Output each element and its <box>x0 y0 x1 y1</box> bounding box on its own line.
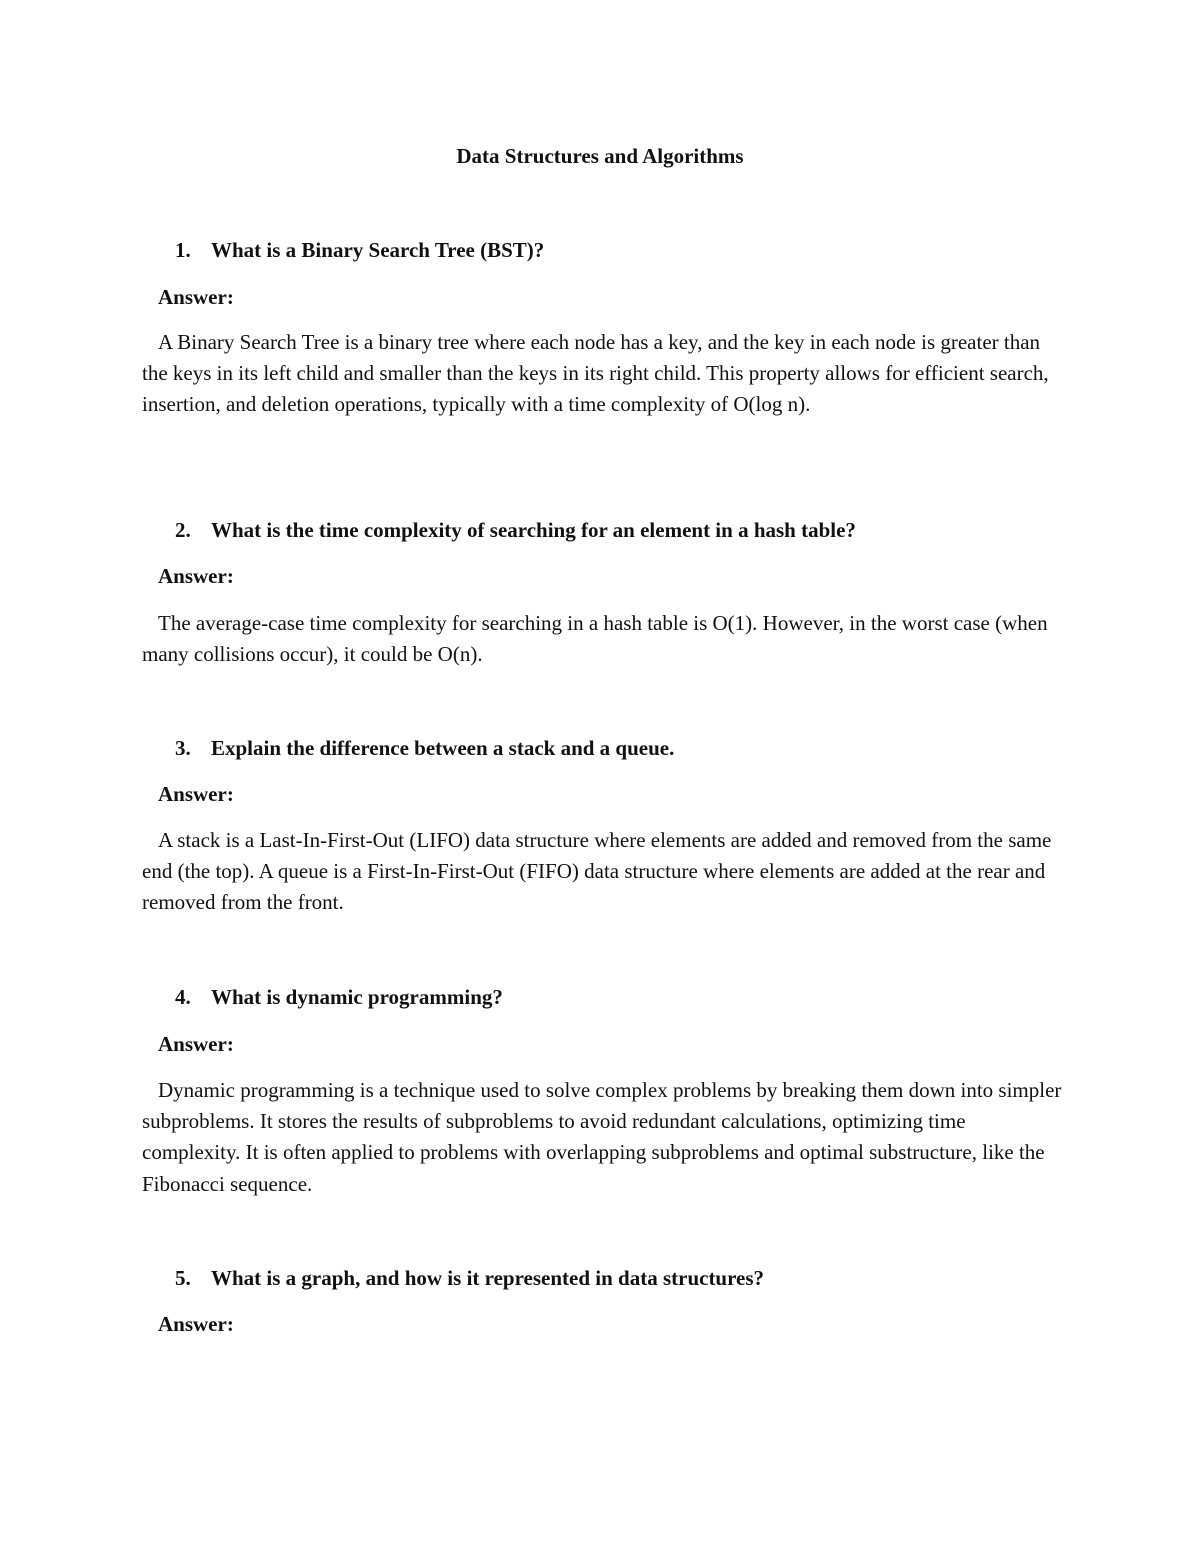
answer-1-text: A Binary Search Tree is a binary tree where each node has a key, and the key in each node is greater than the keys in its left child and smaller than the keys in its right child. This property allows for efficient search, insertion, and deletion operations, typically with a time complexity of O(log n). <box>142 330 1049 417</box>
answer-2-text: The average-case time complexity for searching in a hash table is O(1). However, in the worst case (when many collisions occur), it could be O(n). <box>142 611 1048 667</box>
question-5-heading <box>175 1262 764 1294</box>
question-text: Explain the difference between a stack and a queue. <box>211 736 675 760</box>
question-number: 4. <box>175 985 191 1009</box>
question-4-heading <box>175 981 503 1013</box>
question-2-heading <box>175 514 856 546</box>
question-text: What is the time complexity of searching for an element in a hash table? <box>211 518 856 542</box>
answer-label: Answer: <box>158 285 234 309</box>
answer-label: Answer: <box>158 782 234 806</box>
answer-4-text: Dynamic programming is a technique used to solve complex problems by breaking them down into simpler subproblems. It stores the results of subproblems to avoid redundant calculations, optimizing time complexity. It is often applied to problems with overlapping subproblems and optimal substructure, like the Fibonacci sequence. <box>142 1078 1062 1196</box>
answer-label: Answer: <box>158 1312 234 1336</box>
answer-3-text: A stack is a Last-In-First-Out (LIFO) data structure where elements are added and removed from the same end (the top). A queue is a First-In-First-Out (FIFO) data structure where elements are added at the rear and removed from the front. <box>142 828 1052 915</box>
question-number: 1. <box>175 238 191 262</box>
document-title: Data Structures and Algorithms <box>456 144 744 168</box>
question-3-heading <box>175 732 674 764</box>
question-number: 3. <box>175 736 191 760</box>
question-text: What is a graph, and how is it represented in data structures? <box>211 1266 765 1290</box>
question-1-heading <box>175 234 544 266</box>
question-number: 2. <box>175 518 191 542</box>
answer-label: Answer: <box>158 564 234 588</box>
question-text: What is a Binary Search Tree (BST)? <box>211 238 545 262</box>
answer-label: Answer: <box>158 1032 234 1056</box>
question-text: What is dynamic programming? <box>211 985 503 1009</box>
question-number: 5. <box>175 1266 191 1290</box>
